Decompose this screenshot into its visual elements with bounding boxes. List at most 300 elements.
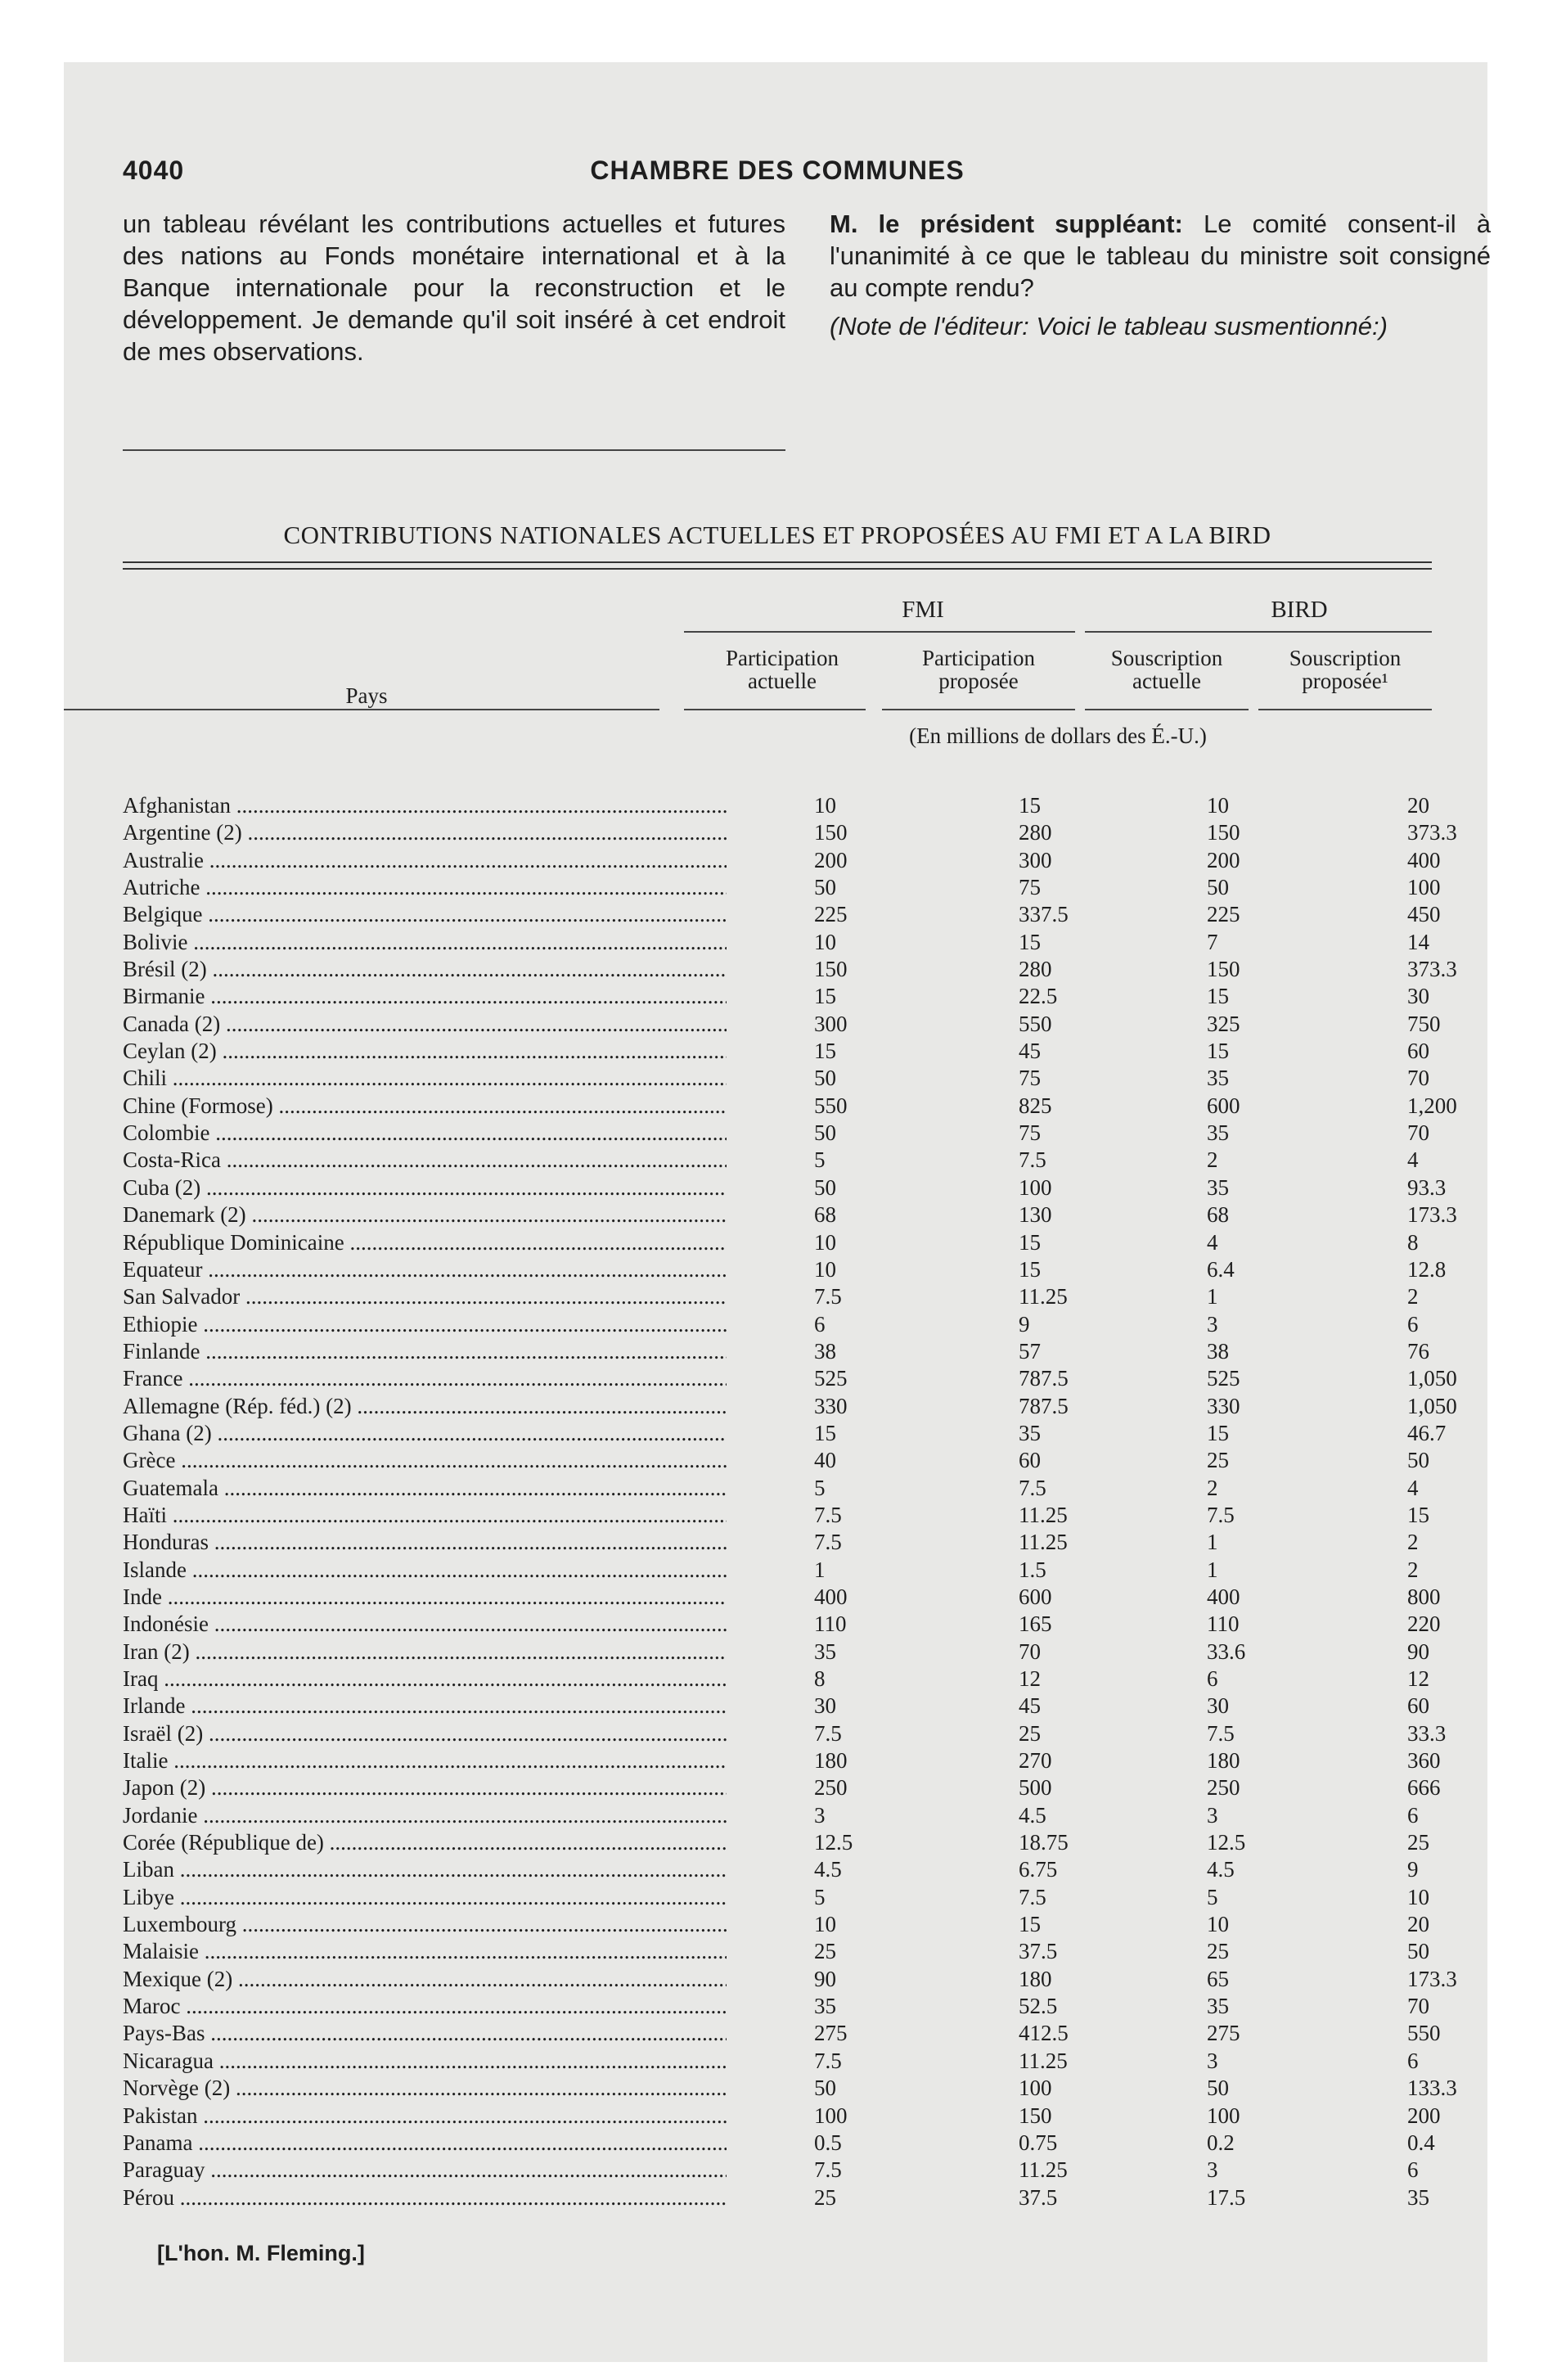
value-col1: 3: [814, 1802, 826, 1828]
value-col4: 220: [1407, 1611, 1441, 1637]
value-col4: 0.4: [1407, 2130, 1435, 2155]
bird-group-rule: [1085, 631, 1432, 633]
country-name: Islande .....: [123, 1557, 727, 1584]
country-header-rule: [64, 709, 659, 710]
col1-line2: actuelle: [748, 669, 817, 693]
table-row: [123, 1939, 1497, 1966]
col3-header-rule: [1085, 709, 1249, 710]
country-name: Australie .....: [123, 848, 727, 875]
col1-line1: Participation: [726, 646, 839, 670]
table-row: [123, 1339, 1497, 1366]
value-col3: 150: [1207, 957, 1240, 982]
value-col4: 70: [1407, 1994, 1429, 2019]
col3-line2: actuelle: [1132, 669, 1201, 693]
value-col3: 5: [1207, 1884, 1218, 1909]
value-col3: 4: [1207, 1229, 1218, 1255]
value-col4: 750: [1407, 1011, 1441, 1036]
table-row: [123, 2130, 1497, 2157]
value-col4: 12: [1407, 1666, 1429, 1691]
value-col1: 525: [814, 1366, 848, 1391]
value-col1: 10: [814, 1229, 836, 1255]
value-col4: 6: [1407, 2048, 1419, 2073]
col4-line1: Souscription: [1289, 646, 1402, 670]
value-col4: 20: [1407, 793, 1429, 818]
value-col4: 2: [1407, 1557, 1419, 1582]
table-row: [123, 1803, 1497, 1830]
value-col1: 90: [814, 1966, 836, 1991]
value-col1: 10: [814, 1256, 836, 1282]
value-col3: 15: [1207, 1039, 1229, 1064]
value-col1: 180: [814, 1748, 848, 1774]
country-name: Iran (2) .....: [123, 1639, 727, 1666]
value-col3: 225: [1207, 902, 1240, 927]
country-name: Chili .....: [123, 1066, 727, 1093]
value-col1: 10: [814, 1912, 836, 1937]
col-souscription-proposee: [1258, 647, 1432, 692]
table-row: [123, 2021, 1497, 2048]
value-col2: 100: [1019, 1174, 1052, 1200]
country-name: Japon (2) .....: [123, 1775, 727, 1802]
table-row: [123, 2049, 1497, 2076]
country-name: Italie .....: [123, 1748, 727, 1775]
left-paragraph: un tableau révélant les contributions actuelles et futures des nations au Fonds monétaire international et à la Banque internationale pour la reconstruction et le développement. Je demande qu'il soit inséré à cet endroit de mes observations.: [123, 210, 785, 366]
value-col1: 68: [814, 1202, 836, 1228]
col-participation-actuelle: [684, 647, 880, 692]
country-name: Bolivie .....: [123, 930, 727, 957]
value-col2: 300: [1019, 847, 1052, 872]
value-col2: 600: [1019, 1584, 1052, 1609]
value-col4: 14: [1407, 929, 1429, 954]
country-name: Afghanistan .....: [123, 793, 727, 820]
country-name: Honduras .....: [123, 1530, 727, 1557]
country-name: Ceylan (2) .....: [123, 1039, 727, 1066]
table-top-rule: [123, 561, 1432, 570]
value-col2: 7.5: [1019, 1147, 1046, 1173]
value-col2: 18.75: [1019, 1830, 1069, 1855]
country-name: Equateur .....: [123, 1257, 727, 1284]
right-paragraph: [830, 208, 1491, 304]
value-col3: 525: [1207, 1366, 1240, 1391]
table-row: [123, 1775, 1497, 1802]
country-name: Inde .....: [123, 1584, 727, 1611]
table-row: [123, 1857, 1497, 1884]
table-row: [123, 1448, 1497, 1475]
value-col3: 3: [1207, 2048, 1218, 2073]
value-col2: 550: [1019, 1011, 1052, 1036]
value-col1: 40: [814, 1448, 836, 1473]
table-row: [123, 1366, 1497, 1393]
table-body: [123, 793, 1497, 2212]
value-col4: 8: [1407, 1229, 1419, 1255]
value-col1: 110: [814, 1611, 847, 1637]
value-col3: 7: [1207, 929, 1218, 954]
value-col2: 15: [1019, 929, 1041, 954]
country-name: Pérou .....: [123, 2185, 727, 2212]
value-col3: 35: [1207, 1994, 1229, 2019]
value-col1: 300: [814, 1011, 848, 1036]
value-col2: 150: [1019, 2103, 1052, 2128]
value-col1: 50: [814, 1174, 836, 1200]
document-page: [64, 62, 1491, 2362]
value-col4: 93.3: [1407, 1174, 1447, 1200]
country-name: Canada (2) .....: [123, 1012, 727, 1039]
value-col2: 52.5: [1019, 1994, 1058, 2019]
value-col3: 200: [1207, 847, 1240, 872]
column-rule: [123, 449, 785, 451]
value-col4: 400: [1407, 847, 1441, 872]
country-column-header: Pays: [345, 683, 388, 708]
value-col3: 1: [1207, 1284, 1218, 1309]
value-col2: 825: [1019, 1093, 1052, 1118]
table-row: [123, 820, 1497, 847]
value-col2: 75: [1019, 875, 1041, 900]
value-col3: 25: [1207, 1448, 1229, 1473]
speaker-name: M. le président suppléant:: [830, 210, 1183, 238]
table-row: [123, 1257, 1497, 1284]
country-name: Chine (Formose) .....: [123, 1093, 727, 1120]
col-participation-proposee: [882, 647, 1075, 692]
value-col4: 4: [1407, 1147, 1419, 1173]
value-col1: 30: [814, 1693, 836, 1719]
value-col3: 68: [1207, 1202, 1229, 1228]
country-name: Israël (2) .....: [123, 1721, 727, 1748]
table-row: [123, 1693, 1497, 1720]
country-name: Guatemala .....: [123, 1476, 727, 1503]
col2-header-rule: [882, 709, 1075, 710]
value-col1: 35: [814, 1639, 836, 1664]
value-col1: 7.5: [814, 2157, 842, 2183]
value-col3: 600: [1207, 1093, 1240, 1118]
table-row: [123, 1611, 1497, 1639]
value-col3: 3: [1207, 2157, 1218, 2183]
table-row: [123, 902, 1497, 929]
country-name: Danemark (2) .....: [123, 1202, 727, 1229]
value-col4: 6: [1407, 1802, 1419, 1828]
value-col1: 7.5: [814, 1530, 842, 1555]
value-col3: 15: [1207, 984, 1229, 1009]
value-col4: 10: [1407, 1884, 1429, 1909]
value-col2: 337.5: [1019, 902, 1069, 927]
value-col1: 7.5: [814, 2048, 842, 2073]
value-col3: 1: [1207, 1530, 1218, 1555]
value-col1: 200: [814, 847, 848, 872]
value-col4: 6: [1407, 1311, 1419, 1336]
table-row: [123, 1885, 1497, 1912]
value-col2: 280: [1019, 957, 1052, 982]
value-col3: 100: [1207, 2103, 1240, 2128]
value-col2: 11.25: [1019, 2048, 1068, 2073]
value-col4: 133.3: [1407, 2076, 1457, 2101]
value-col4: 4: [1407, 1475, 1419, 1500]
country-name: Allemagne (Rép. féd.) (2) .....: [123, 1394, 727, 1421]
country-name: Ethiopie .....: [123, 1312, 727, 1339]
value-col2: 11.25: [1019, 2157, 1068, 2183]
value-col1: 5: [814, 1884, 826, 1909]
country-name: Iraq .....: [123, 1666, 727, 1693]
value-col2: 165: [1019, 1611, 1052, 1637]
value-col1: 6: [814, 1311, 826, 1336]
value-col2: 37.5: [1019, 2184, 1058, 2210]
value-col2: 0.75: [1019, 2130, 1058, 2155]
value-col3: 6: [1207, 1666, 1218, 1691]
value-col2: 70: [1019, 1639, 1041, 1664]
value-col3: 275: [1207, 2021, 1240, 2046]
country-name: Irlande .....: [123, 1693, 727, 1720]
value-col4: 70: [1407, 1120, 1429, 1146]
value-col4: 450: [1407, 902, 1441, 927]
value-col3: 330: [1207, 1393, 1240, 1418]
value-col1: 12.5: [814, 1830, 853, 1855]
value-col4: 70: [1407, 1066, 1429, 1091]
value-col2: 787.5: [1019, 1366, 1069, 1391]
value-col2: 787.5: [1019, 1393, 1069, 1418]
value-col1: 0.5: [814, 2130, 842, 2155]
table-row: [123, 2185, 1497, 2212]
value-col2: 57: [1019, 1338, 1041, 1364]
table-row: [123, 1721, 1497, 1748]
table-row: [123, 1312, 1497, 1339]
country-name: San Salvador .....: [123, 1284, 727, 1311]
table-row: [123, 1503, 1497, 1530]
value-col2: 412.5: [1019, 2021, 1069, 2046]
value-col1: 550: [814, 1093, 848, 1118]
value-col2: 11.25: [1019, 1530, 1068, 1555]
value-col3: 1: [1207, 1557, 1218, 1582]
table-row: [123, 984, 1497, 1011]
value-col2: 35: [1019, 1420, 1041, 1445]
value-col2: 270: [1019, 1748, 1052, 1774]
value-col4: 173.3: [1407, 1966, 1457, 1991]
value-col2: 6.75: [1019, 1857, 1058, 1882]
value-col3: 17.5: [1207, 2184, 1246, 2210]
value-col4: 173.3: [1407, 1202, 1457, 1228]
value-col3: 12.5: [1207, 1830, 1246, 1855]
country-name: Ghana (2) .....: [123, 1421, 727, 1448]
value-col2: 100: [1019, 2076, 1052, 2101]
value-col3: 65: [1207, 1966, 1229, 1991]
value-col1: 50: [814, 1066, 836, 1091]
value-col3: 7.5: [1207, 1502, 1235, 1527]
running-title: CHAMBRE DES COMMUNES: [590, 156, 965, 185]
country-name: Libye .....: [123, 1885, 727, 1912]
table-row: [123, 875, 1497, 902]
value-col2: 7.5: [1019, 1884, 1046, 1909]
units-note: (En millions de dollars des É.-U.): [909, 723, 1207, 748]
country-name: Pays-Bas .....: [123, 2021, 727, 2048]
value-col2: 45: [1019, 1039, 1041, 1064]
table-row: [123, 1230, 1497, 1257]
country-name: Indonésie .....: [123, 1611, 727, 1639]
value-col1: 15: [814, 984, 836, 1009]
country-name: Nicaragua .....: [123, 2049, 727, 2076]
value-col4: 360: [1407, 1748, 1441, 1774]
value-col4: 373.3: [1407, 820, 1457, 845]
col4-header-rule: [1258, 709, 1432, 710]
value-col3: 15: [1207, 1420, 1229, 1445]
value-col4: 2: [1407, 1284, 1419, 1309]
speaker-text: Le comité consent-il à l'unanimité à ce que le tableau du ministre soit consigné au compte rendu?: [830, 210, 1491, 302]
value-col1: 400: [814, 1584, 848, 1609]
left-column: [123, 208, 785, 367]
table-row: [123, 1557, 1497, 1584]
value-col2: 45: [1019, 1693, 1041, 1719]
value-col2: 1.5: [1019, 1557, 1046, 1582]
value-col3: 110: [1207, 1611, 1240, 1637]
value-col2: 15: [1019, 793, 1041, 818]
country-name: Costa-Rica .....: [123, 1147, 727, 1174]
value-col1: 25: [814, 2184, 836, 2210]
table-row: [123, 1967, 1497, 1994]
country-name: Haïti .....: [123, 1503, 727, 1530]
col3-line1: Souscription: [1110, 646, 1223, 670]
value-col2: 15: [1019, 1256, 1041, 1282]
value-col4: 2: [1407, 1530, 1419, 1555]
table-row: [123, 1421, 1497, 1448]
country-name: Belgique .....: [123, 902, 727, 929]
value-col2: 4.5: [1019, 1802, 1046, 1828]
value-col3: 0.2: [1207, 2130, 1235, 2155]
country-name: Autriche .....: [123, 875, 727, 902]
value-col4: 46.7: [1407, 1420, 1447, 1445]
country-name: France .....: [123, 1366, 727, 1393]
country-name: Malaisie .....: [123, 1939, 727, 1966]
value-col3: 50: [1207, 2076, 1229, 2101]
value-col1: 150: [814, 820, 848, 845]
value-col2: 25: [1019, 1720, 1041, 1746]
table-row: [123, 1394, 1497, 1421]
table-row: [123, 2103, 1497, 2130]
table-row: [123, 2076, 1497, 2103]
value-col3: 325: [1207, 1011, 1240, 1036]
value-col2: 15: [1019, 1912, 1041, 1937]
table-row: [123, 957, 1497, 984]
table-row: [123, 793, 1497, 820]
fmi-group-rule: [684, 631, 1075, 633]
table-row: [123, 1202, 1497, 1229]
value-col3: 10: [1207, 793, 1229, 818]
table-row: [123, 2157, 1497, 2184]
right-column: [830, 208, 1491, 349]
value-col3: 2: [1207, 1147, 1218, 1173]
country-name: Pakistan .....: [123, 2103, 727, 2130]
value-col3: 6.4: [1207, 1256, 1235, 1282]
value-col2: 22.5: [1019, 984, 1058, 1009]
value-col4: 90: [1407, 1639, 1429, 1664]
value-col3: 4.5: [1207, 1857, 1235, 1882]
value-col4: 25: [1407, 1830, 1429, 1855]
value-col2: 75: [1019, 1066, 1041, 1091]
value-col1: 15: [814, 1420, 836, 1445]
group-header-fmi: FMI: [902, 597, 944, 623]
country-name: Panama .....: [123, 2130, 727, 2157]
value-col3: 250: [1207, 1775, 1240, 1801]
table-row: [123, 1147, 1497, 1174]
value-col4: 200: [1407, 2103, 1441, 2128]
value-col1: 150: [814, 957, 848, 982]
value-col2: 280: [1019, 820, 1052, 845]
value-col4: 30: [1407, 984, 1429, 1009]
value-col4: 666: [1407, 1775, 1441, 1801]
table-row: [123, 1120, 1497, 1147]
value-col4: 33.3: [1407, 1720, 1447, 1746]
country-name: République Dominicaine .....: [123, 1230, 727, 1257]
value-col1: 4.5: [814, 1857, 842, 1882]
col-souscription-actuelle: [1085, 647, 1249, 692]
value-col1: 100: [814, 2103, 848, 2128]
value-col3: 150: [1207, 820, 1240, 845]
col4-line2: proposée¹: [1302, 669, 1388, 693]
country-name: Mexique (2) .....: [123, 1967, 727, 1994]
table-row: [123, 1994, 1497, 2021]
table-row: [123, 1639, 1497, 1666]
country-name: Maroc .....: [123, 1994, 727, 2021]
table-row: [123, 1748, 1497, 1775]
value-col1: 35: [814, 1994, 836, 2019]
value-col1: 7.5: [814, 1720, 842, 1746]
value-col3: 50: [1207, 875, 1229, 900]
value-col4: 100: [1407, 875, 1441, 900]
value-col2: 11.25: [1019, 1502, 1068, 1527]
value-col4: 15: [1407, 1502, 1429, 1527]
table-row: [123, 930, 1497, 957]
value-col3: 2: [1207, 1475, 1218, 1500]
table-row: [123, 1530, 1497, 1557]
value-col4: 12.8: [1407, 1256, 1447, 1282]
value-col4: 800: [1407, 1584, 1441, 1609]
table-row: [123, 1012, 1497, 1039]
value-col2: 60: [1019, 1448, 1041, 1473]
value-col3: 25: [1207, 1939, 1229, 1964]
value-col3: 38: [1207, 1338, 1229, 1364]
country-name: Jordanie .....: [123, 1803, 727, 1830]
value-col4: 50: [1407, 1939, 1429, 1964]
value-col1: 1: [814, 1557, 826, 1582]
value-col4: 60: [1407, 1039, 1429, 1064]
table-row: [123, 848, 1497, 875]
value-col1: 250: [814, 1775, 848, 1801]
value-col1: 275: [814, 2021, 848, 2046]
value-col2: 7.5: [1019, 1475, 1046, 1500]
table-row: [123, 1039, 1497, 1066]
footer-speaker-ref: [L'hon. M. Fleming.]: [157, 2241, 365, 2265]
value-col2: 9: [1019, 1311, 1030, 1336]
country-name: Norvège (2) .....: [123, 2076, 727, 2103]
country-name: Liban .....: [123, 1857, 727, 1884]
value-col4: 76: [1407, 1338, 1429, 1364]
value-col1: 330: [814, 1393, 848, 1418]
country-name: Paraguay .....: [123, 2157, 727, 2184]
country-name: Birmanie .....: [123, 984, 727, 1011]
value-col4: 35: [1407, 2184, 1429, 2210]
country-name: Luxembourg .....: [123, 1912, 727, 1939]
table-row: [123, 1066, 1497, 1093]
value-col3: 7.5: [1207, 1720, 1235, 1746]
value-col4: 9: [1407, 1857, 1419, 1882]
value-col2: 75: [1019, 1120, 1041, 1146]
value-col3: 35: [1207, 1066, 1229, 1091]
value-col1: 50: [814, 1120, 836, 1146]
country-name: Finlande .....: [123, 1339, 727, 1366]
value-col1: 7.5: [814, 1502, 842, 1527]
value-col2: 500: [1019, 1775, 1052, 1801]
value-col1: 25: [814, 1939, 836, 1964]
country-name: Corée (République de) .....: [123, 1830, 727, 1857]
value-col2: 37.5: [1019, 1939, 1058, 1964]
table-row: [123, 1584, 1497, 1611]
country-name: Cuba (2) .....: [123, 1175, 727, 1202]
value-col4: 1,050: [1407, 1366, 1457, 1391]
value-col1: 225: [814, 902, 848, 927]
